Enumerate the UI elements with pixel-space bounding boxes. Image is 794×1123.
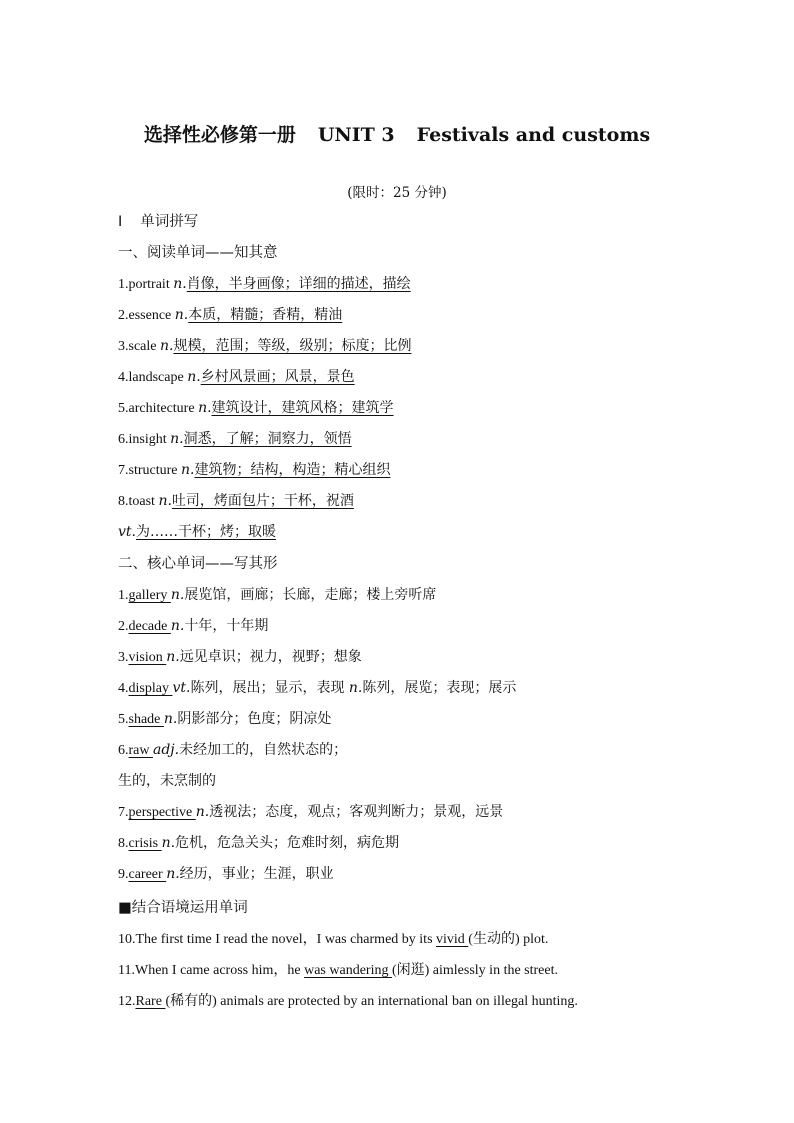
list-item: 7.perspective n.透视法；态度，观点；客观判断力；景观，远景: [118, 804, 504, 820]
list-item: 1.gallery n.展览馆，画廊；长廊，走廊；楼上旁听席: [118, 587, 437, 603]
time-limit: (限时：25 分钟): [347, 185, 447, 201]
list-item: 1.portrait n.肖像，半身画像；详细的描述，描绘: [118, 276, 411, 292]
sentence-item: 11.When I came across him，he was wandering (闲逛) aimlessly in the street.: [118, 963, 558, 978]
list-item: 6.raw adj.未经加工的，自然状态的；: [118, 742, 348, 758]
part3-heading: ■结合语境运用单词: [118, 900, 248, 916]
sentence-item: 12.Rare (稀有的) animals are protected by an international ban on illegal hunting.: [118, 994, 578, 1009]
list-item: 4.landscape n.乡村风景画；风景，景色: [118, 369, 355, 385]
title-english: Festivals and customs: [416, 124, 651, 146]
section-numeral: Ⅰ: [118, 214, 123, 230]
list-item: 7.structure n.建筑物；结构，构造；精心组织: [118, 462, 391, 478]
list-item: 生的，未烹制的: [118, 773, 216, 789]
list-item: 2.essence n.本质，精髓；香精，精油: [118, 307, 343, 323]
section-heading: [118, 210, 198, 231]
list-item: 5.architecture n.建筑设计，建筑风格；建筑学: [118, 400, 394, 416]
list-item: 4.display vt.陈列，展出；显示，表现 n.陈列，展览；表现；展示: [118, 680, 517, 696]
list-item: 8.toast n.吐司，烤面包片；干杯，祝酒: [118, 493, 354, 509]
section-label: 单词拼写: [140, 214, 199, 230]
list-item: 3.scale n.规模，范围；等级，级别；标度；比例: [118, 338, 412, 354]
title-chinese: 选择性必修第一册: [143, 124, 296, 146]
title-unit: UNIT 3: [317, 124, 395, 146]
list-item: 8.crisis n.危机，危急关头；危难时刻，病危期: [118, 835, 400, 851]
list-item: 3.vision n.远见卓识；视力，视野；想象: [118, 649, 362, 665]
list-item: 2.decade n.十年，十年期: [118, 618, 269, 634]
part2-heading: 二、核心单词——写其形: [118, 556, 278, 572]
list-item: 5.shade n.阴影部分；色度；阴凉处: [118, 711, 332, 727]
page-title: [0, 120, 794, 147]
list-item: vt.为……干杯；烤；取暖: [118, 524, 276, 540]
sentence-item: 10.The first time I read the novel，I was charmed by its vivid (生动的) plot.: [118, 932, 549, 947]
list-item: 6.insight n.洞悉，了解；洞察力，领悟: [118, 431, 352, 447]
part1-heading: 一、阅读单词——知其意: [118, 245, 278, 261]
list-item: 9.career n.经历，事业；生涯，职业: [118, 866, 334, 882]
